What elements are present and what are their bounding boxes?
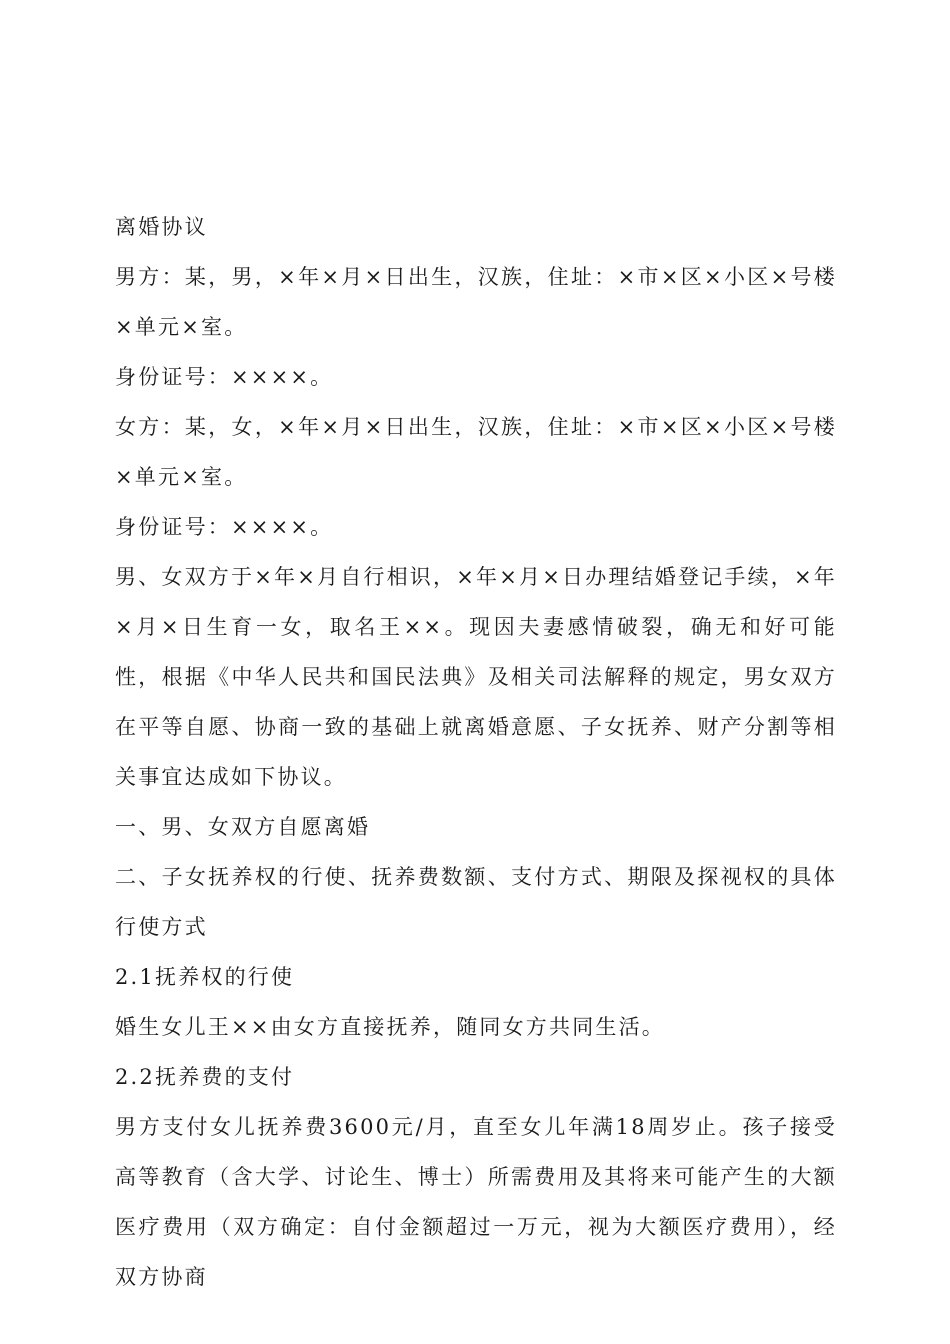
male-id-number: 身份证号：××××。: [115, 365, 334, 389]
subsection-2-2-heading: 2.2抚养费的支付: [115, 1065, 295, 1089]
background-paragraph: 男、女双方于×年×月自行相识，×年×月×日办理结婚登记手续，×年×月×日生育一女，取名王××。现因夫妻感情破裂，确无和好可能性，根据《中华人民共和国民法典》及相关司法解释的规定，男女双方在平等自愿、协商一致的基础上就离婚意愿、子女抚养、财产分割等相关事宜达成如下协议。: [115, 565, 837, 789]
document-body: [115, 202, 837, 1302]
document-title: 离婚协议: [115, 215, 208, 239]
male-party-info: 男方：某，男，×年×月×日出生，汉族，住址：×市×区×小区×号楼×单元×室。: [115, 265, 837, 339]
section-2-heading: 二、子女抚养权的行使、抚养费数额、支付方式、期限及探视权的具体行使方式: [115, 865, 837, 939]
subsection-2-1-heading: 2.1抚养权的行使: [115, 965, 295, 989]
section-1-heading: 一、男、女双方自愿离婚: [115, 815, 371, 839]
subsection-2-1-body: 婚生女儿王××由女方直接抚养，随同女方共同生活。: [115, 1015, 665, 1039]
subsection-2-2-body: 男方支付女儿抚养费3600元/月，直至女儿年满18周岁止。孩子接受高等教育（含大学、讨论生、博士）所需费用及其将来可能产生的大额医疗费用（双方确定：自付金额超过一万元，视为大额医疗费用），经双方协商: [115, 1115, 837, 1289]
female-id-number: 身份证号：××××。: [115, 515, 334, 539]
female-party-info: 女方：某，女，×年×月×日出生，汉族，住址：×市×区×小区×号楼×单元×室。: [115, 415, 837, 489]
